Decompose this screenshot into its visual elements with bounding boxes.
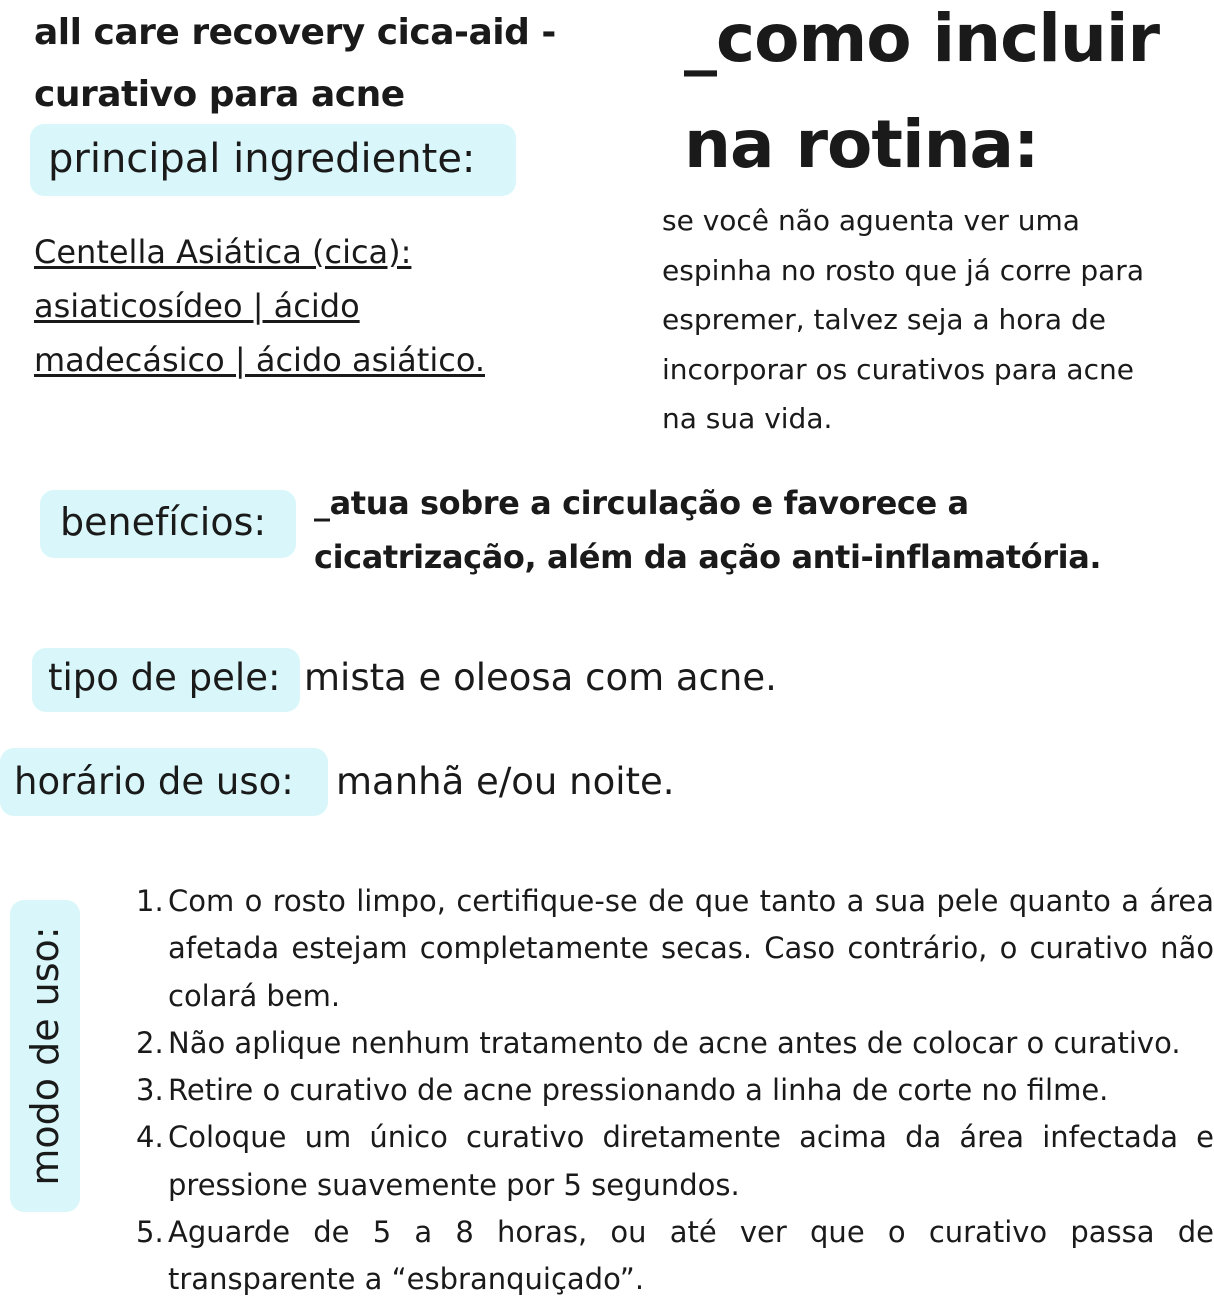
- step-number: 1.: [136, 884, 164, 918]
- ingredient-line-2: asiaticosídeo | ácido: [34, 287, 360, 325]
- ingredient-line-1: Centella Asiática (cica):: [34, 233, 412, 271]
- step-text: Coloque um único curativo diretamente acima da área infectada e pressione suavemente por 5 segundos.: [168, 1120, 1214, 1202]
- usage-mode-label-badge: [10, 900, 80, 1212]
- benefits-line-1: _atua sobre a circulação e favorece a: [314, 484, 969, 522]
- usage-time-label: horário de uso:: [14, 760, 294, 803]
- step-text: Não aplique nenhum tratamento de acne antes de colocar o curativo.: [168, 1025, 1181, 1060]
- usage-step: [136, 1114, 1214, 1209]
- routine-line-5: na sua vida.: [662, 402, 833, 435]
- product-title: [34, 2, 634, 126]
- usage-step: [136, 1209, 1214, 1304]
- routine-line-2: espinha no rosto que já corre para: [662, 253, 1144, 287]
- product-title-line-2: curativo para acne: [34, 74, 405, 115]
- step-number: 3.: [136, 1073, 164, 1108]
- benefits-label-badge: [40, 490, 296, 558]
- step-text: Com o rosto limpo, certifique-se de que tanto a sua pele quanto a área afetada estejam completamente secas. Caso contrário, o curativo não colará bem.: [168, 884, 1214, 1013]
- skin-type-label: tipo de pele:: [48, 656, 281, 699]
- step-number: 2.: [136, 1025, 164, 1060]
- product-title-line-1: all care recovery cica-aid -: [34, 12, 556, 53]
- routine-heading: [684, 0, 1214, 198]
- step-number: 5.: [136, 1215, 164, 1250]
- step-text: Retire o curativo de acne pressionando a linha de corte no filme.: [168, 1073, 1109, 1108]
- usage-steps-list: [136, 878, 1214, 1304]
- usage-mode-label: modo de uso:: [23, 926, 67, 1186]
- ingredient-list: [34, 225, 594, 387]
- skin-type-label-badge: [32, 648, 300, 712]
- routine-line-3: espremer, talvez seja a hora de: [662, 303, 1106, 336]
- skin-type-value: mista e oleosa com acne.: [304, 656, 777, 699]
- routine-heading-line-1: _como incluir: [684, 0, 1160, 77]
- routine-line-4: incorporar os curativos para acne: [662, 352, 1134, 386]
- usage-step: [136, 878, 1214, 1020]
- step-number: 4.: [136, 1120, 164, 1155]
- usage-time-label-badge: [0, 748, 328, 816]
- benefits-description: [314, 476, 1214, 584]
- routine-description: [662, 196, 1212, 444]
- benefits-label: benefícios:: [60, 500, 267, 544]
- ingredient-label-badge: [30, 124, 516, 196]
- ingredient-line-3: madecásico | ácido asiático.: [34, 341, 485, 379]
- usage-step: [136, 1020, 1214, 1067]
- routine-line-1: se você não aguenta ver uma: [662, 204, 1080, 237]
- usage-time-value: manhã e/ou noite.: [336, 760, 675, 803]
- benefits-line-2: cicatrização, além da ação anti-inflamatória.: [314, 538, 1102, 576]
- routine-heading-line-2: na rotina:: [684, 106, 1039, 183]
- step-text: Aguarde de 5 a 8 horas, ou até ver que o curativo passa de transparente a “esbranquiçado”.: [168, 1215, 1214, 1297]
- usage-step: [136, 1067, 1214, 1114]
- ingredient-label: principal ingrediente:: [48, 136, 476, 182]
